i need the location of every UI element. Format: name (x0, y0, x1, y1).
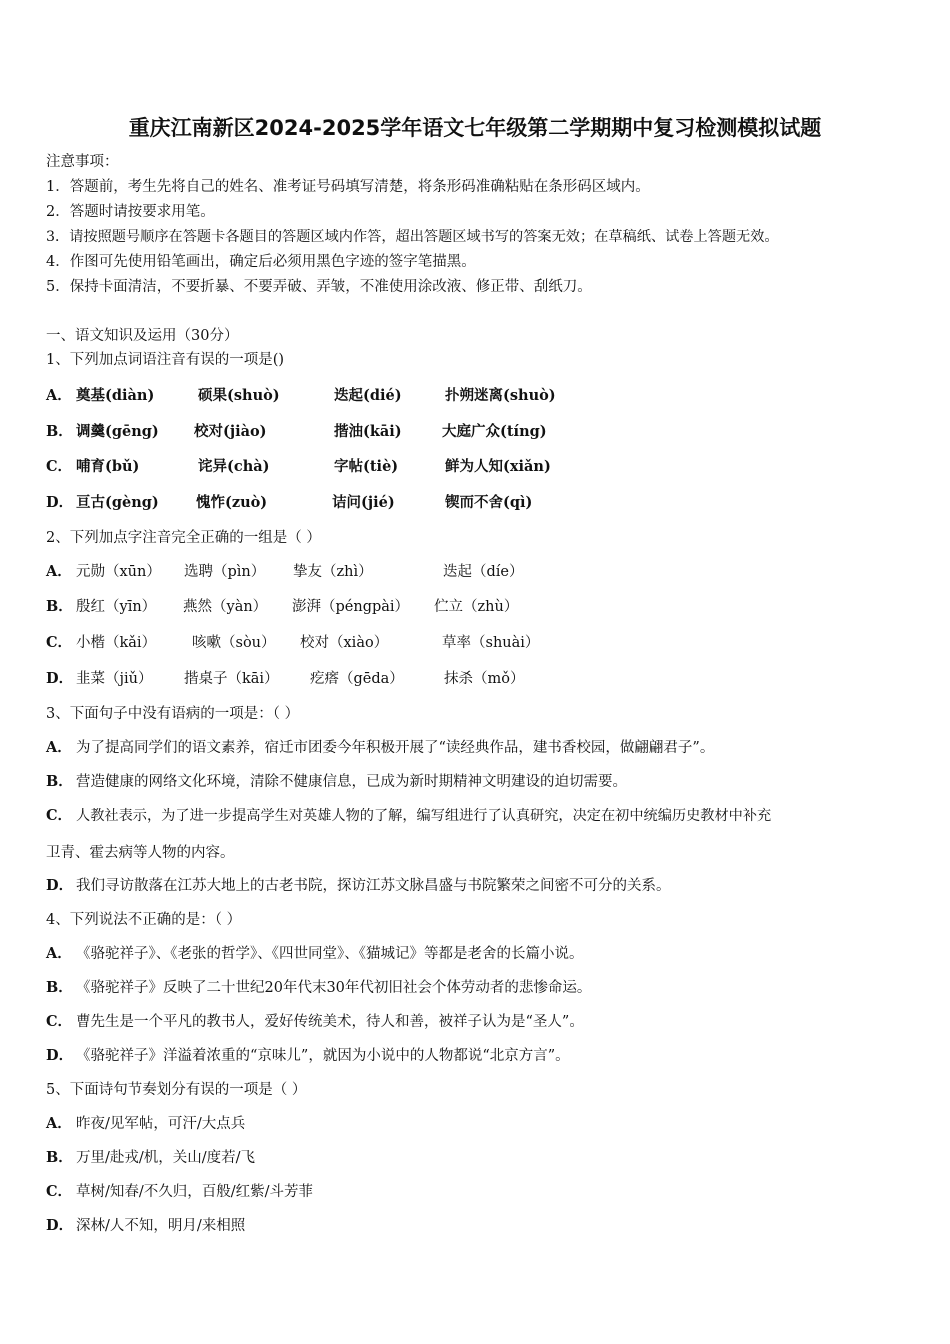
option-text: 为了提高同学们的语文素养，宿迁市团委今年积极开展了“读经典作品，建书香校园，做翩翩君子”。 (76, 740, 715, 756)
option-item: 揩油(kāi) (334, 423, 402, 440)
option-label: A． (46, 945, 72, 962)
option-label: D． (46, 1047, 74, 1064)
option-text: 人教社表示，为了进一步提高学生对英雄人物的了解，编写组进行了认真研究，决定在初中统编历史教材中补充 (76, 808, 772, 824)
option-label: B． (46, 979, 73, 996)
option-text: 《骆驼祥子》洋溢着浓重的“京味儿”，就因为小说中的人物都说“北京方言”。 (76, 1048, 570, 1064)
notice-item: 5．保持卡面清洁，不要折暴、不要弄破、弄皱，不准使用涂改液、修正带、刮纸刀。 (46, 279, 592, 295)
option-label: A． (46, 563, 72, 580)
option-item: 亘古(gèng) (76, 494, 159, 511)
option-label: A． (46, 739, 72, 756)
option-text: 万里/赴戎/机，关山/度若/飞 (76, 1150, 256, 1166)
option-item: 迭起(dié) (334, 387, 402, 404)
option-item: 草率（shuài） (442, 635, 540, 651)
option-label: C． (46, 458, 73, 475)
option-item: 锲而不舍(qì) (445, 494, 533, 511)
option-item: 调羹(gēng) (76, 423, 159, 440)
option-text: 《骆驼祥子》、《老张的哲学》、《四世同堂》、《猫城记》等都是老舍的长篇小说。 (76, 946, 584, 962)
option-item: 疙瘩（gēda） (310, 671, 404, 687)
option-item: 硕果(shuò) (198, 387, 280, 404)
notice-item: 1．答题前，考生先将自己的姓名、准考证号码填写清楚，将条形码准确粘贴在条形码区域内。 (46, 179, 650, 195)
option-item: 奠基(diàn) (76, 387, 155, 404)
option-item: 元勋（xūn） (76, 564, 161, 580)
option-text: 我们寻访散落在江苏大地上的古老书院，探访江苏文脉昌盛与书院繁荣之间密不可分的关系。 (76, 878, 671, 894)
option-label: C． (46, 807, 73, 824)
option-label: C． (46, 1183, 73, 1200)
question-stem: 4、下列说法不正确的是：（ ） (46, 912, 242, 928)
question-stem: 3、下面句子中没有语病的一项是：（ ） (46, 706, 300, 722)
option-item: 揩桌子（kāi） (184, 671, 279, 687)
option-label: B． (46, 773, 73, 790)
option-item: 澎湃（péngpài） (292, 599, 410, 615)
option-item: 校对（xiào） (300, 635, 389, 651)
option-item: 哺育(bǔ) (76, 458, 140, 475)
question-stem: 5、下面诗句节奏划分有误的一项是（ ） (46, 1082, 307, 1098)
option-label: D． (46, 494, 74, 511)
notice-heading: 注意事项： (46, 154, 119, 170)
option-item: 大庭广众(tíng) (442, 423, 547, 440)
notice-item: 2．答题时请按要求用笔。 (46, 204, 215, 220)
option-item: 燕然（yàn） (183, 599, 268, 615)
question-stem: 2、下列加点字注音完全正确的一组是（ ） (46, 530, 321, 546)
page-title: 重庆江南新区2024-2025学年语文七年级第二学期期中复习检测模拟试题 (128, 116, 822, 140)
option-text: 昨夜/见军帖，可汗/大点兵 (76, 1116, 246, 1132)
option-text: 草树/知春/不久归，百般/红紫/斗芳菲 (76, 1184, 314, 1200)
option-text-continued: 卫青、霍去病等人物的内容。 (46, 845, 235, 861)
option-item: 鲜为人知(xiǎn) (445, 458, 551, 475)
option-item: 诧异(chà) (198, 458, 270, 475)
option-label: C． (46, 1013, 73, 1030)
option-item: 殷红（yīn） (76, 599, 157, 615)
option-item: 小楷（kǎi） (76, 635, 157, 651)
option-label: D． (46, 670, 74, 687)
option-text: 《骆驼祥子》反映了二十世纪20年代末30年代初旧社会个体劳动者的悲惨命运。 (76, 980, 592, 996)
notice-item: 4．作图可先使用铅笔画出，确定后必须用黑色字迹的签字笔描黑。 (46, 254, 476, 270)
option-item: 校对(jiào) (194, 423, 267, 440)
option-label: A． (46, 1115, 72, 1132)
option-item: 字帖(tiè) (334, 458, 399, 475)
option-item: 迭起（díe） (443, 564, 524, 580)
option-item: 扑朔迷离(shuò) (445, 387, 556, 404)
option-label: B． (46, 598, 73, 615)
option-item: 愧怍(zuò) (196, 494, 268, 511)
option-text: 深林/人不知，明月/来相照 (76, 1218, 246, 1234)
option-label: B． (46, 1149, 73, 1166)
option-label: C． (46, 634, 73, 651)
option-label: D． (46, 1217, 74, 1234)
option-item: 选聘（pìn） (184, 564, 266, 580)
option-item: 抹杀（mǒ） (444, 671, 525, 687)
option-item: 咳嗽（sòu） (192, 635, 276, 651)
option-item: 诘问(jié) (332, 494, 395, 511)
option-label: D． (46, 877, 74, 894)
option-item: 挚友（zhì） (293, 564, 373, 580)
question-stem: 1、下列加点词语注音有误的一项是() (46, 352, 285, 368)
option-item: 伫立（zhù） (434, 599, 519, 615)
option-item: 韭菜（jiǔ） (76, 671, 153, 687)
option-text: 营造健康的网络文化环境，清除不健康信息，已成为新时期精神文明建设的迫切需要。 (76, 774, 627, 790)
option-label: A． (46, 387, 72, 404)
option-text: 曹先生是一个平凡的教书人，爱好传统美术，待人和善，被祥子认为是“圣人”。 (76, 1014, 584, 1030)
option-label: B． (46, 423, 73, 440)
notice-item: 3．请按照题号顺序在答题卡各题目的答题区域内作答，超出答题区域书写的答案无效；在草稿纸、试卷上答题无效。 (46, 229, 779, 245)
section-heading: 一、语文知识及运用（30分） (46, 328, 239, 344)
